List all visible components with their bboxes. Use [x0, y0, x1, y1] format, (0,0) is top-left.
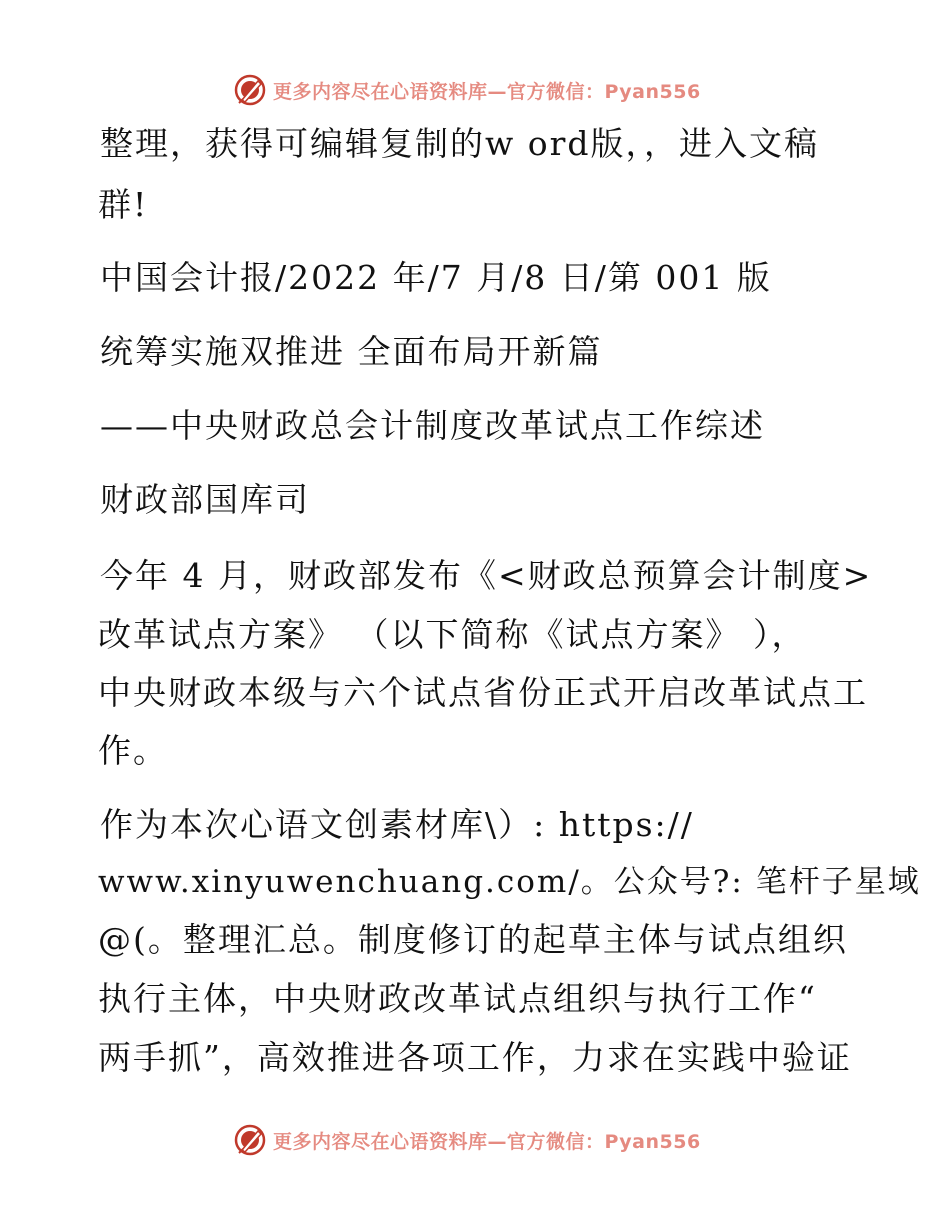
- quill-pen-seal-icon: [233, 73, 267, 107]
- quill-pen-seal-icon: [233, 1123, 267, 1157]
- body-line: 两手抓”，高效推进各项工作，力求在实践中验证: [98, 1038, 852, 1077]
- article-author: 财政部国库司: [100, 480, 310, 519]
- header-watermark-banner: [0, 70, 950, 110]
- article-title: 统筹实施双推进 全面布局开新篇: [100, 332, 603, 371]
- body-line: 中国会计报/2022 年/7 月/8 日/第 001 版: [100, 258, 772, 297]
- body-line: 改革试点方案》 （以下简称《试点方案》 ），: [98, 615, 807, 654]
- article-subtitle: ——中央财政总会计制度改革试点工作综述: [100, 406, 765, 445]
- body-line: 作。: [98, 731, 168, 770]
- watermark-text: 更多内容尽在心语资料库—官方微信：Pyan556: [273, 1130, 701, 1153]
- body-line: www.xinyuwenchuang.com/。公众号?: 笔杆子星域: [98, 864, 921, 900]
- body-line: 今年 4 月，财政部发布《<财政总预算会计制度>: [100, 556, 873, 595]
- body-line: 执行主体，中央财政改革试点组织与执行工作“: [98, 979, 817, 1018]
- watermark-text: 更多内容尽在心语资料库—官方微信：Pyan556: [273, 80, 701, 103]
- footer-watermark-banner: [0, 1120, 950, 1160]
- body-line: 群!: [98, 185, 149, 224]
- body-line: @(。整理汇总。制度修订的起草主体与试点组织: [98, 920, 848, 959]
- body-line: 作为本次心语文创素材库\）: https://: [100, 805, 694, 844]
- body-line: 整理，获得可编辑复制的w ord版，，进入文稿: [100, 124, 820, 163]
- body-line: 中央财政本级与六个试点省份正式开启改革试点工: [98, 673, 868, 712]
